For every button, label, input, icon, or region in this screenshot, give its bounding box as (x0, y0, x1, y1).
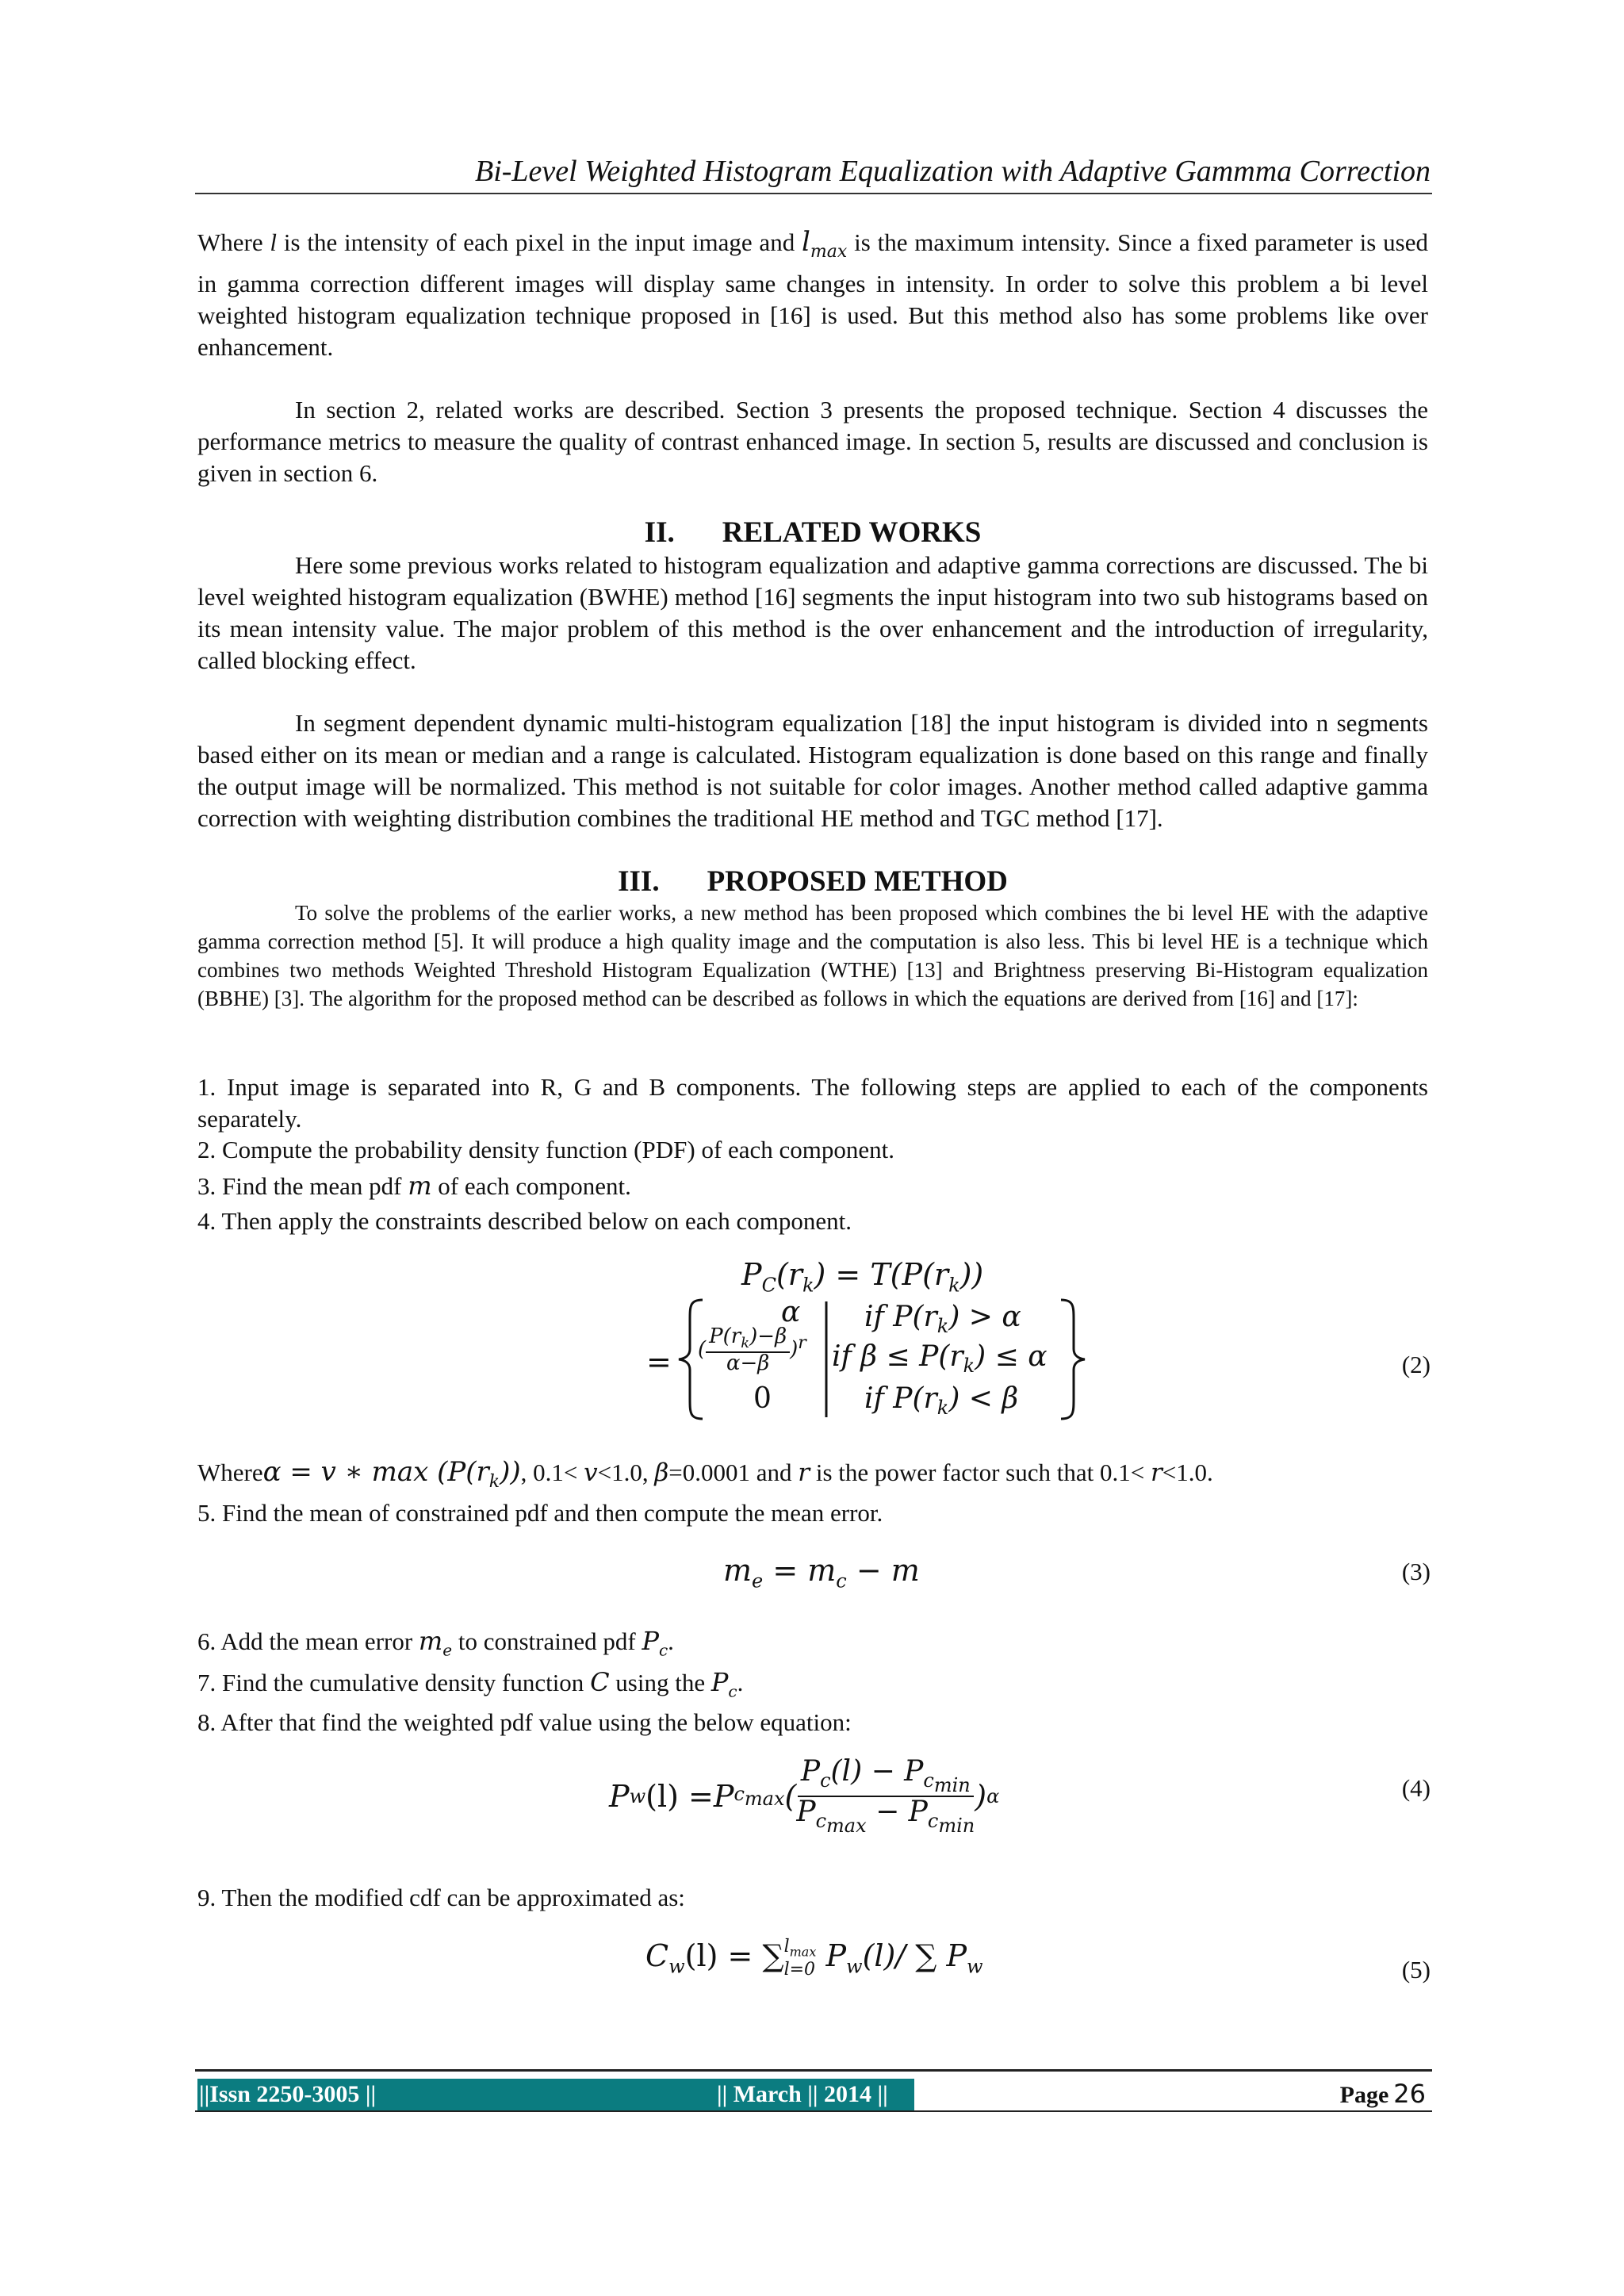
equation-5-number: (5) (1401, 1956, 1431, 1984)
equation-3-number: (3) (1401, 1558, 1431, 1585)
equation-2-number: (2) (1401, 1351, 1431, 1378)
equation-2-lhs: $P_C(r_k) = T(P(r_k))$ (741, 1257, 984, 1297)
step-7: 7. Find the cumulative density function C using the $P_c$. (197, 1667, 744, 1701)
step-3: 3. Find the mean pdf m of each component. (197, 1171, 631, 1201)
equation-4-number: (4) (1401, 1774, 1431, 1802)
eq2-case2-value: ( $\frac{P(r_k)-\beta}{\alpha-\beta}$ )$^r$ (698, 1324, 806, 1376)
section-3-heading: III. PROPOSED METHOD (618, 865, 1008, 898)
step-8: 8. After that find the weighted pdf value using the below equation: (197, 1708, 852, 1736)
eq2-case1-value: α (781, 1296, 801, 1328)
section-3-paragraph: To solve the problems of the earlier works, a new method has been proposed which combines the bi level HE with the adaptive gamma correction method [5]. It will produce a high quality image and the computation is also less. This bi level HE is a technique which combines two methods Weighted Threshold Histogram Equalization (WTHE) [13] and Brightness preserving Bi-Histogram equalization (BBHE) [3]. The algorithm for the proposed method can be described as follows in which the equations are derived from [16] and [17]: (197, 901, 1428, 1010)
right-brace (1061, 1300, 1085, 1419)
eq2-case2-condition: if $\beta \le P(r_k) \le \alpha$ (832, 1340, 1048, 1378)
page-number-label: Page 26 (1339, 2079, 1426, 2109)
step-2: 2. Compute the probability density function (PDF) of each component. (197, 1136, 895, 1163)
running-header-title: Bi-Level Weighted Histogram Equalization with Adaptive Gammma Correction (475, 155, 1431, 188)
footer-rule-bottom (195, 2110, 1432, 2112)
intro-paragraph: Where l is the intensity of each pixel in the input image and $l_{max}$ is the maximum intensity. Since a fixed parameter is used in gamma correction different images will display same changes in intensity. In order to solve this problem a bi level weighted histogram equalization technique proposed in [16] is used. But this method also has some problems like over enhancement. (197, 226, 1428, 361)
equation-4: P w (l) = P $c_{max}$ ( $\frac{P_c(l) - P_{c_{min}}}{P_{c_{max}} - P_{c_{min}}}$ ) α (609, 1755, 1000, 1838)
section-2-heading: II. RELATED WORKS (644, 516, 982, 549)
equation-5: $C_w(l)$ = ∑ $l_{max}$ l=0 $P_w(l)/$ ∑ $P_w$ (645, 1937, 983, 1980)
header-rule (195, 193, 1432, 194)
step-5: 5. Find the mean of constrained pdf and then compute the mean error. (197, 1499, 883, 1527)
section-2-paragraph-1: Here some previous works related to histogram equalization and adaptive gamma corrections are discussed. The bi level weighted histogram equalization (BWHE) method [16] segments the input histogram into two sub histograms based on its mean intensity value. The major problem of this method is the over enhancement and the introduction of irregularity, called blocking effect. (197, 551, 1428, 674)
equation-2-equals: = (646, 1344, 672, 1379)
step-6: 6. Add the mean error $m_e$ to constrained pdf $P_c$. (197, 1626, 674, 1660)
footer-issn: ||Issn 2250-3005 || (199, 2081, 377, 2107)
page-number: 26 (1393, 2079, 1426, 2109)
step-9: 9. Then the modified cdf can be approximated as: (197, 1884, 685, 1911)
footer-rule-top (195, 2069, 1432, 2072)
step-1: 1. Input image is separated into R, G and B components. The following steps are applied to each of the components separately. (197, 1073, 1428, 1133)
eq2-case1-condition: if $P(r_k) > \alpha$ (864, 1301, 1021, 1338)
eq2-case3-condition: if $P(r_k) < \beta$ (864, 1382, 1019, 1420)
step-4: 4. Then apply the constraints described below on each component. (197, 1207, 852, 1235)
alpha-definition-line: Whereα = v ∗ $\max (P(r_k))$, 0.1< v<1.0, β=0.0001 and r is the power factor such that 0.1< r<1.0. (197, 1456, 1213, 1492)
footer-bar (197, 2079, 914, 2110)
equation-3: $m_e = m_c - m$ (723, 1553, 920, 1593)
section-overview-paragraph: In section 2, related works are described. Section 3 presents the proposed technique. Section 4 discusses the performance metrics to measure the quality of contrast enhanced image. In section 5, results are discussed and conclusion is given in section 6. (197, 396, 1428, 487)
section-2-paragraph-2: In segment dependent dynamic multi-histogram equalization [18] the input histogram is divided into n segments based either on its mean or median and a range is calculated. Histogram equalization is done based on this range and finally the output image will be normalized. This method is not suitable for color images. Another method called adaptive gamma correction with weighting distribution combines the traditional HE method and TGC method [17]. (197, 709, 1428, 832)
eq2-case3-value: 0 (753, 1382, 772, 1415)
footer-date: || March || 2014 || (717, 2081, 888, 2107)
